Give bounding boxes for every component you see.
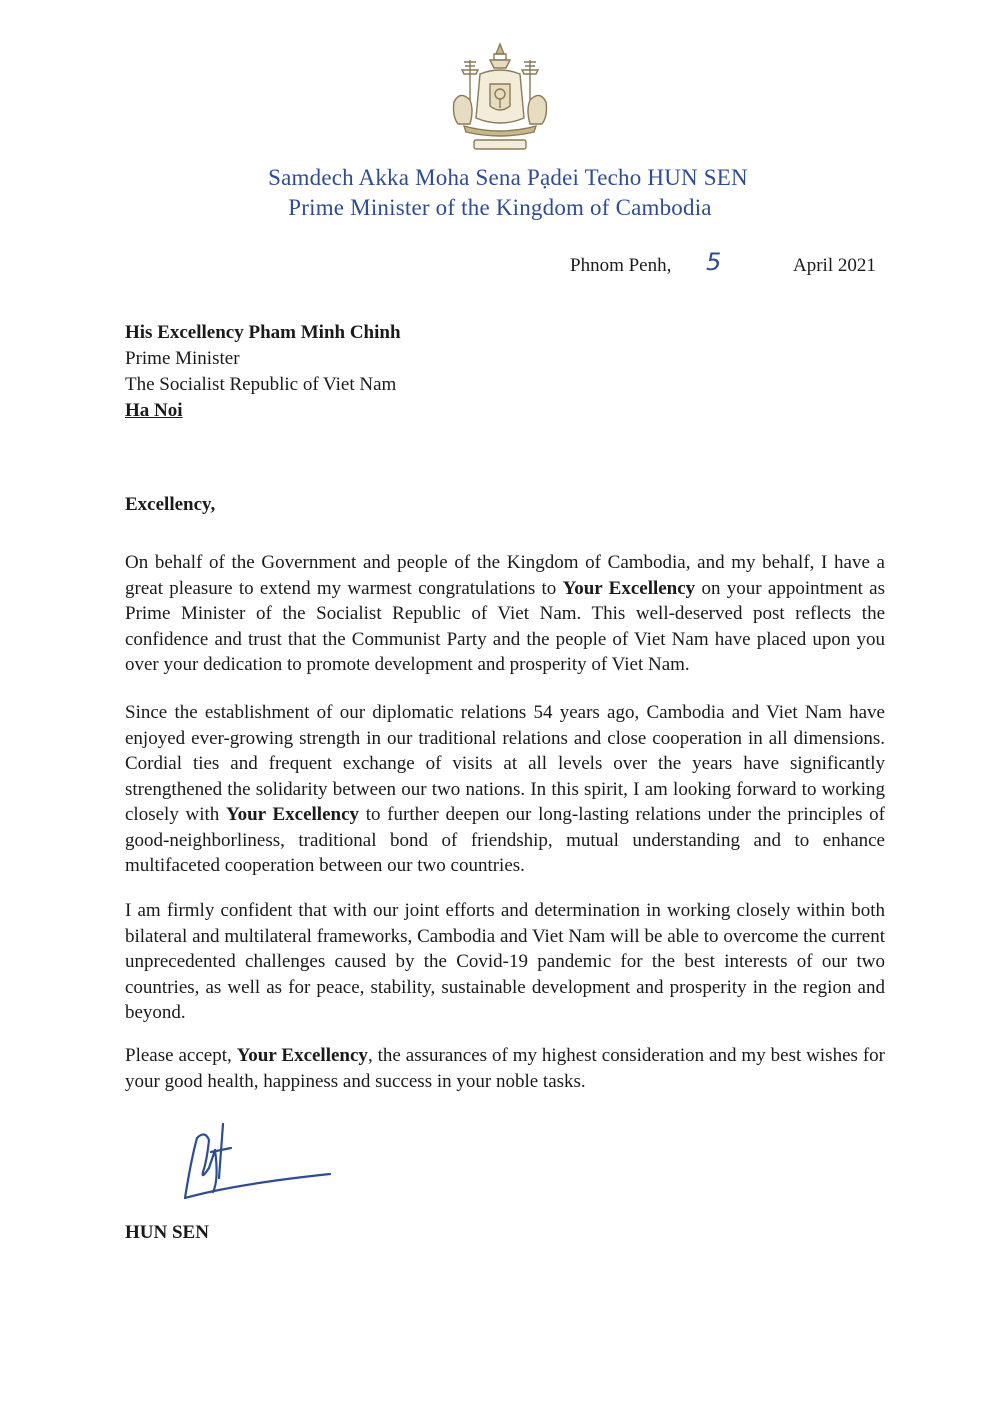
- text-run: to further deepen our long-lasting relations under the principles of good-neighborliness, traditional bond of friendship, mutual understanding and to enhance multifaceted cooperation between our two countries.: [125, 804, 885, 876]
- text-run: Since the establishment of our diplomatic relations 54 years ago, Cambodia and Viet Nam have enjoyed ever-growing strength in our traditional relations and close cooperation in all dimensions. Cordial ties and frequent exchange of visits at all levels over the years have significantly strengthened the solidarity between our two nations. In this spirit, I am looking forward to working closely with: [125, 702, 885, 825]
- emphasis-your-excellency: Your Excellency: [226, 804, 359, 825]
- text-run: on your appointment as Prime Minister of the Socialist Republic of Viet Nam. This well-deserved post reflects the confidence and trust that the Communist Party and the people of Viet Nam have placed upon you over your dedication to promote development and prosperity of Viet Nam.: [125, 577, 885, 675]
- body-paragraph-3: I am firmly confident that with our joint efforts and determination in working closely within both bilateral and multilateral frameworks, Cambodia and Viet Nam will be able to overcome the current unprecedented challenges caused by the Covid-19 pandemic for the best interests of our two countries, as well as for peace, stability, sustainable development and prosperity in the region and beyond.: [125, 900, 885, 1023]
- salutation: Excellency,: [125, 494, 216, 515]
- date-month-year: April 2021: [793, 255, 876, 276]
- recipient-city: Ha Noi: [125, 400, 183, 421]
- recipient-country: The Socialist Republic of Viet Nam: [125, 374, 397, 395]
- handwritten-signature-icon: [175, 1120, 340, 1205]
- emphasis-your-excellency: Your Excellency: [236, 1045, 368, 1066]
- letterhead-title-line2: Prime Minister of the Kingdom of Cambodia: [288, 195, 712, 220]
- royal-coat-of-arms-icon: [440, 40, 560, 155]
- body-paragraph-4: [125, 1043, 885, 1094]
- body-paragraph-2: [125, 700, 885, 879]
- text-run: , the assurances of my highest consideration and my best wishes for your good health, happiness and success in your noble tasks.: [125, 1045, 885, 1092]
- body-paragraph-1: [125, 550, 885, 678]
- recipient-name: His Excellency Pham Minh Chinh: [125, 322, 401, 343]
- date-place: Phnom Penh,: [570, 255, 672, 276]
- text-run: Please accept,: [125, 1045, 237, 1066]
- date-day-handwritten: 5: [706, 248, 722, 276]
- emphasis-your-excellency: Your Excellency: [562, 577, 696, 599]
- signer-name: HUN SEN: [125, 1222, 209, 1243]
- letterhead-title-line1: Samdech Akka Moha Sena Pạdei Techo HUN SEN: [268, 165, 748, 190]
- text-run: On behalf of the Government and people of the Kingdom of Cambodia, and my behalf, I have a great pleasure to extend my warmest congratulations to: [125, 552, 885, 599]
- recipient-title: Prime Minister: [125, 348, 240, 369]
